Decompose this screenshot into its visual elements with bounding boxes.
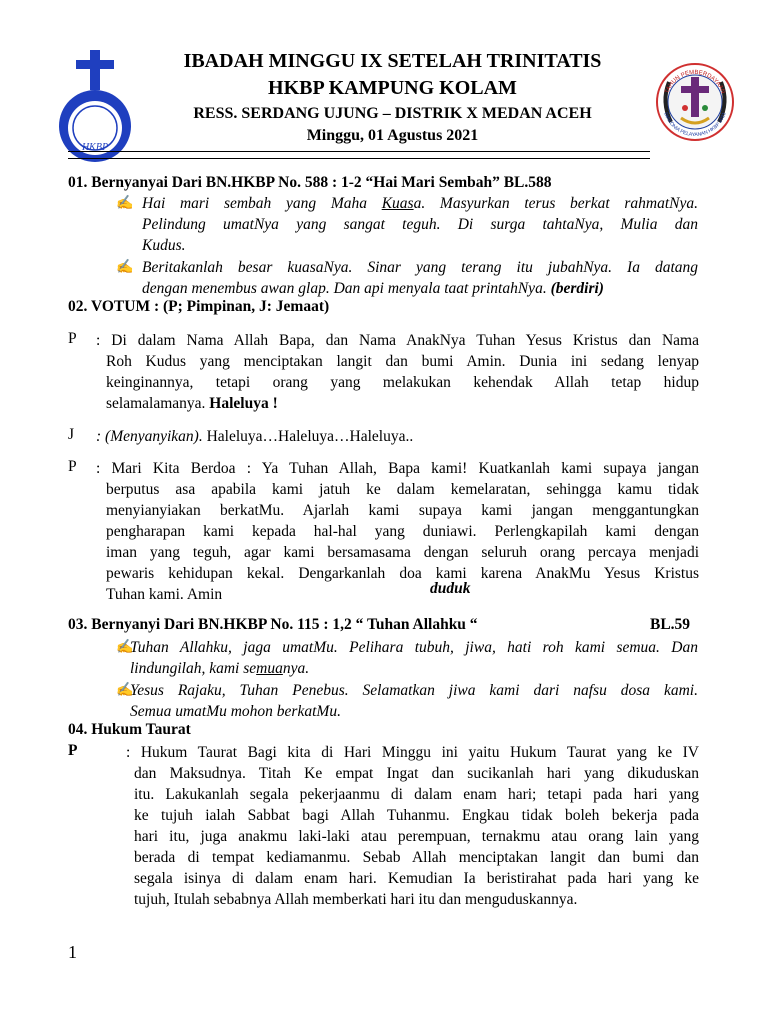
bullet-icon: ✍: [116, 683, 134, 698]
section-03-verse-1: Tuhan Allahku, jaga umatMu. Pelihara tubuh, jiwa, hati roh kami semua. Dan lindungilah, kami semuanya.: [130, 639, 698, 677]
section-04-title: 04. Hukum Taurat: [68, 721, 191, 738]
section-01-verse-2: Beritakanlah besar kuasaNya. Sinar yang terang itu jubahNya. Ia datang dengan menembus awan glap. Dan api menyala taat printahNya. (berdiri): [142, 259, 698, 297]
service-title: IBADAH MINGGU IX SETELAH TRINITATIS: [183, 50, 602, 72]
svg-text:HKBP: HKBP: [81, 142, 109, 153]
posture-instruction: duduk: [430, 580, 471, 597]
votum-pimpinan: : Di dalam Nama Allah Bapa, dan Nama AnakNya Tuhan Yesus Kristus dan Nama Roh Kudus yang menciptakan langit dan bumi Amin. Dunia ini sedang lenyap keinginannya, tetapi orang yang melakukan kehendak Allah tetap hidup selamalamanya. Haleluya !: [96, 332, 699, 412]
tahun-diakonia-logo: [655, 52, 735, 154]
page-number: 1: [68, 942, 77, 962]
bullet-icon: ✍: [116, 260, 134, 275]
section-01-verse-1: Hai mari sembah yang Maha Kuasa. Masyurkan terus berkat rahmatNya. Pelindung umatNya yang sangat teguh. Di surga tahtaNya, Mulia dan Kudus.: [142, 195, 698, 254]
speaker-label: P: [68, 330, 77, 347]
jemaat-response: : (Menyanyikan). Haleluya…Haleluya…Haleluya..: [96, 428, 414, 445]
svg-text:TAHUN PEMBERDAYAAN: TAHUN PEMBERDAYAAN: [664, 69, 726, 95]
bullet-icon: ✍: [116, 196, 134, 211]
bullet-icon: ✍: [116, 640, 134, 655]
church-name: HKBP KAMPUNG KOLAM: [268, 77, 517, 99]
speaker-label: P: [68, 742, 78, 759]
hukum-taurat-text: : Hukum Taurat Bagi kita di Hari Minggu ini yaitu Hukum Taurat yang ke IV dan Maksudnya. Titah Ke empat Ingat dan sucikanlah hari yang dikuduskan itu. Lakukanlah segala pekerjaanmu di dalam enam hari; tetapi pada hari yang ke tujuh ialah Sabbat bagi Allah Tuhanmu. Engkau tidak boleh bekerja pada hari itu, juga anakmu laki-laki atau perempuan, ternakmu atau orang lain yang berada di tempat kediamanmu. Sebab Allah menciptakan langit dan bumi dan segala isinya di dalam enam hari. Kemudian Ia beristirahat pada hari yang ke tujuh, Itulah sebabnya Allah memberkati hari itu dan menguduskannya.: [126, 744, 699, 908]
service-date: Minggu, 01 Agustus 2021: [306, 127, 479, 144]
section-03-verse-2: Yesus Rajaku, Tuhan Penebus. Selamatkan jiwa kami dari nafsu dosa kami. Semua umatMu mohon berkatMu.: [130, 682, 698, 720]
svg-text:DIAKONIA PELAYANAN HKBP 2021: DIAKONIA PELAYANAN HKBP 2021: [662, 111, 728, 139]
hkbp-logo: [55, 48, 135, 166]
ress-district: RESS. SERDANG UJUNG – DISTRIK X MEDAN ACEH: [193, 105, 592, 122]
section-03-bl: BL.59: [650, 616, 691, 633]
section-03-title: 03. Bernyanyi Dari BN.HKBP No. 115 : 1,2 “ Tuhan Allahku “: [68, 616, 478, 633]
speaker-label: P: [68, 458, 77, 475]
posture-instruction: (berdiri): [550, 280, 604, 297]
prayer-pimpinan: : Mari Kita Berdoa : Ya Tuhan Allah, Bapa kami! Kuatkanlah kami supaya jangan berputus asa apabila kami jatuh ke dalam kemelaratan, sehingga kamu tidak menyianyiakan berkatMu. Ajarlah kami supaya kami jangan menggantungkan pengharapan kami kepada hal-hal yang duniawi. Perlengkapilah kami dengan iman yang teguh, agar kami bersamasama dengan seluruh orang percaya menjadi pewaris kehidupan kekal. Dengarkanlah doa kami karena AnakMu Yesus Kristus Tuhan kami. Amin: [96, 460, 699, 603]
header-divider: [68, 151, 650, 159]
section-02-title: 02. VOTUM : (P; Pimpinan, J: Jemaat): [68, 298, 330, 315]
section-01-title: 01. Bernyanyai Dari BN.HKBP No. 588 : 1-2 “Hai Mari Sembah” BL.588: [68, 174, 552, 191]
speaker-label: J: [68, 426, 75, 443]
